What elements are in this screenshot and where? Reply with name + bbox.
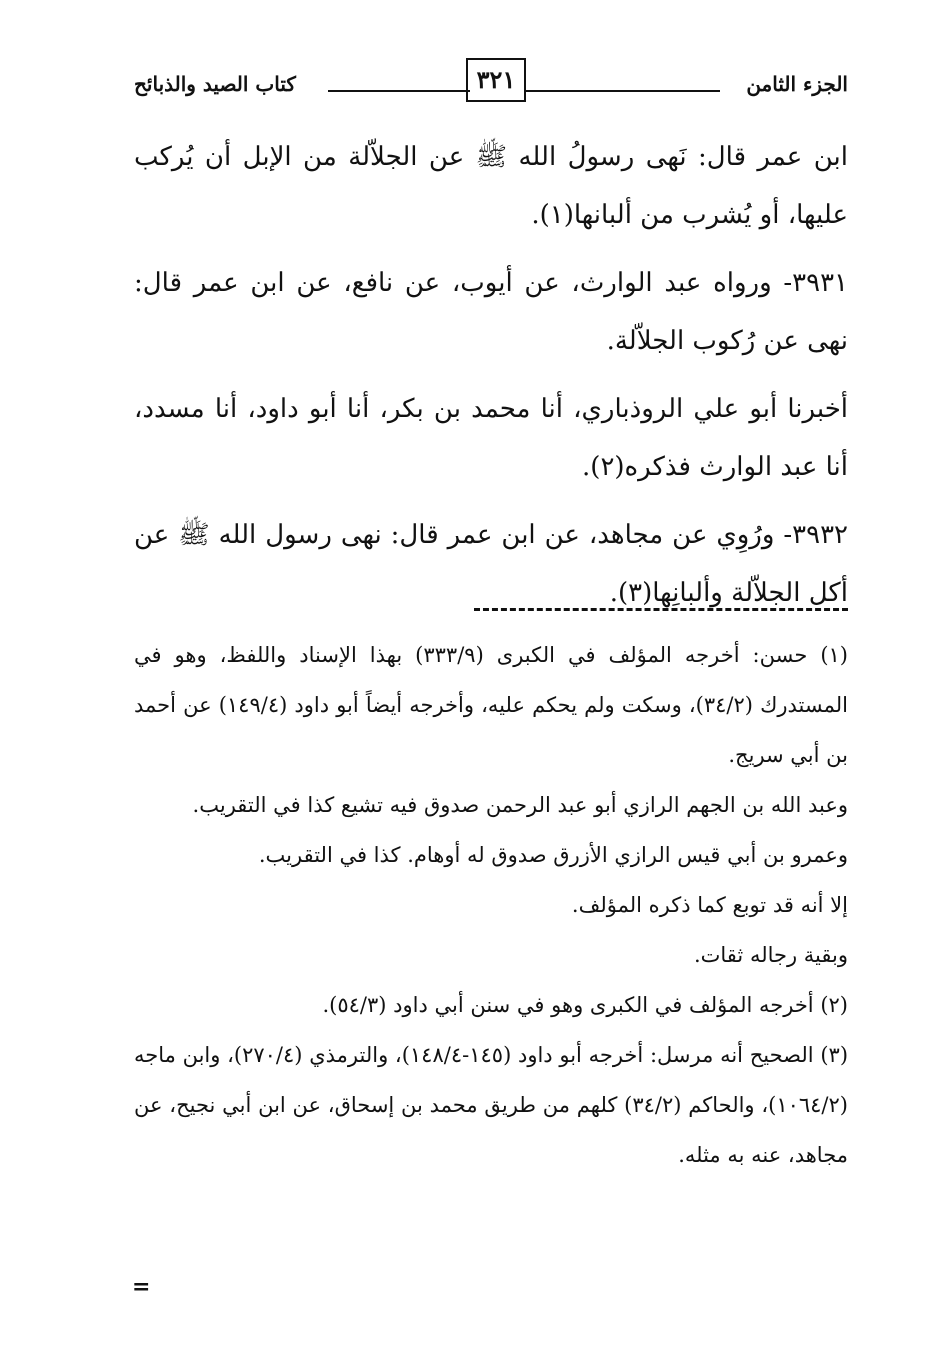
paragraph: ابن عمر قال: نَهى رسولُ الله ﷺ عن الجلاّلة من الإبل أن يُركب عليها، أو يُشرب من ألبانها(١). — [134, 142, 848, 230]
end-mark: = — [132, 1274, 151, 1300]
main-text — [134, 128, 848, 632]
footnote-1: (١) حسن: أخرجه المؤلف في الكبرى (٣٣٣/٩) بهذا الإسناد واللفظ، وهو في المستدرك (٣٤/٢)، وسكت ولم يحكم عليه، وأخرجه أيضاً أبو داود (١٤٩/٤) عن أحمد بن أبي سريج. — [134, 643, 848, 767]
header-rule-left — [328, 90, 470, 92]
footnote-1-note: وبقية رجاله ثقات. — [693, 943, 848, 967]
footnote-2: (٢) أخرجه المؤلف في الكبرى وهو في سنن أبي داود (٥٤/٣). — [322, 993, 848, 1017]
footnotes — [134, 630, 848, 1180]
chapter-title: كتاب الصيد والذبائح — [134, 72, 296, 96]
footnote-separator — [474, 608, 848, 611]
page-header — [134, 58, 848, 106]
footnote-1-note: إلا أنه قد توبع كما ذكره المؤلف. — [571, 893, 848, 917]
hadith-3931: ٣٩٣١- ورواه عبد الوارث، عن أيوب، عن نافع، عن ابن عمر قال: نهى عن رُكوب الجلاّلة. — [134, 268, 848, 356]
footnote-1-narrator-1: وعبد الله بن الجهم الرازي أبو عبد الرحمن صدوق فيه تشيع كذا في التقريب. — [192, 793, 848, 817]
page-number: ٣٢١ — [466, 58, 526, 102]
hadith-3932: ٣٩٣٢- ورُوِي عن مجاهد، عن ابن عمر قال: نهى رسول الله ﷺ عن أكل الجلاّلة وألبانِها(٣). — [134, 520, 848, 608]
volume-label: الجزء الثامن — [746, 72, 848, 96]
paragraph: أخبرنا أبو علي الروذباري، أنا محمد بن بكر، أنا أبو داود، أنا مسدد، أنا عبد الوارث فذكره(٢). — [134, 394, 848, 482]
header-rule-right — [524, 90, 720, 92]
footnote-1-narrator-2: وعمرو بن أبي قيس الرازي الأزرق صدوق له أوهام. كذا في التقريب. — [258, 843, 848, 867]
footnote-3: (٣) الصحيح أنه مرسل: أخرجه أبو داود (١٤٥-١٤٨/٤)، والترمذي (٢٧٠/٤)، وابن ماجه (١٠٦٤/٢)، والحاكم (٣٤/٢) كلهم من طريق محمد بن إسحاق، عن ابن أبي نجيح، عن مجاهد، عنه به مثله. — [134, 1043, 849, 1167]
